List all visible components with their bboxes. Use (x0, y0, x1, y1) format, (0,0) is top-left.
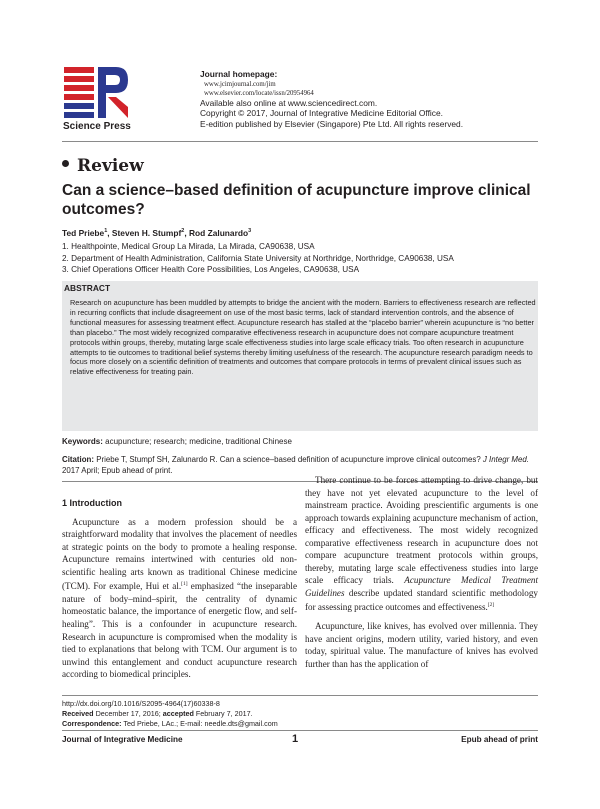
affiliation: 3. Chief Operations Officer Health Core Possibilities, Los Angeles, CA90638, USA (62, 265, 360, 275)
section-label: Review (77, 156, 144, 176)
abstract-text: Research on acupuncture has been muddled by attempts to bridge the ancient with the modern. Barriers to effectiveness research are reflected in recurring conflicts that include disagreement on use of the most basic terms, lack of standard intervention controls, and the absence of functional measures for assessing treatment effect. Acupuncture research has stalled at the “placebo barrier” wherein acupuncture is “no better than placebo.” The most widely recognized comparative effectiveness research in acupuncture does not compare acupuncture treatment protocols within groups, thereby, mutating large scale effectiveness studies into large scale efficacy trials. Too often research in acupuncture attempts to tie outcomes to traditional belief systems thereby limiting usefulness of the research. The acupuncture research paradigm needs to focus more closely on a scientific definition of treatments and outcomes that compare protocols in terms of prevalent clinical issues such as relative effectiveness for treating pain. (70, 298, 536, 377)
copyright: Copyright © 2017, Journal of Integrative Medicine Editorial Office. (200, 108, 443, 119)
accepted-date: February 7, 2017. (195, 709, 253, 718)
affiliations (62, 241, 454, 276)
citation-label: Citation: (62, 455, 94, 464)
affiliation: 1. Healthpointe, Medical Group La Mirada, La Mirada, CA90638, USA (62, 242, 315, 251)
keywords (62, 437, 538, 446)
received-date: December 17, 2016; (95, 709, 161, 718)
sp-logo-icon (64, 67, 128, 119)
correspondence-label: Correspondence: (62, 719, 122, 728)
e-edition: E-edition published by Elsevier (Singapore) Pte Ltd. All rights reserved. (200, 118, 464, 129)
bullet-icon (62, 160, 69, 167)
journal-url-link[interactable]: www.jcimjournal.com/jim (204, 80, 276, 88)
page-number: 1 (292, 733, 299, 745)
article-title: Can a science–based definition of acupuncture improve clinical outcomes? (62, 182, 531, 218)
footer-divider (62, 730, 538, 731)
footer-status: Epub ahead of print (461, 735, 538, 744)
guideline-title: Acupuncture Medical Treatment Guidelines (305, 575, 538, 598)
keywords-text: acupuncture; research; medicine, traditional Chinese (105, 437, 292, 446)
keywords-label: Keywords: (62, 437, 103, 446)
header-divider (62, 141, 538, 142)
author-list: Ted Priebe$^1$, Steven H. Stumpf$^2$, Rod Zalunardo$^3$ (62, 228, 252, 238)
citation-text: Priebe T, Stumpf SH, Zalunardo R. Can a science–based definition of acupuncture improve clinical outcomes? (96, 455, 481, 464)
citation-journal: J Integr Med. (482, 455, 529, 464)
paragraph-text: There continue to be forces attempting to drive change, but they have not yet elevated acupuncture to the level of mainstream practice. Avoiding prescientific arguments is one approach towards explaining acupuncture mechanism of action, efficacy and effectiveness. The most widely recognized comparative effectiveness research in acupuncture does not compare acupuncture treatment protocols within groups, thereby, mutating large scale effectiveness studies into large scale efficacy trials. (305, 475, 538, 586)
footnote-divider (62, 695, 538, 696)
paragraph-text: emphasized “the inseparable nature of body–mind–spirit, the centrality of dynamic homeostatic balance, the importance of energetic flow, and self-healing”. This is a confounder in acupuncture research. Research in acupuncture is compromised when the modality is tied to explanations that belong with TCM. Our argument is to unwind this entanglement and conduct acupuncture research according to biomedical principles. (62, 581, 297, 680)
body-right-column (305, 474, 538, 670)
paragraph-text: describe updated standard scientific methodology for assessing practice outcomes and effectiveness. (305, 587, 538, 613)
doi-link[interactable]: http://dx.doi.org/10.1016/S2095-4964(17)60338-8 (62, 699, 220, 708)
received-label: Received (62, 709, 94, 718)
available-online: Available also online at www.sciencedirect.com. (200, 97, 378, 108)
author-name: Steven H. Stumpf (111, 228, 182, 238)
intro-heading: 1 Introduction (62, 498, 122, 508)
abstract-heading: ABSTRACT (64, 283, 111, 293)
logo-text: Science Press (63, 121, 131, 132)
journal-info (200, 69, 540, 129)
correspondence (62, 719, 538, 729)
science-press-logo (64, 67, 128, 119)
correspondence-text: Ted Priebe, LAc.; E-mail: needle.dts@gmail.com (123, 719, 278, 728)
homepage-label: Journal homepage: (200, 69, 278, 79)
body-left-column (62, 497, 297, 681)
reference-link[interactable]: [2] (487, 602, 495, 609)
elsevier-url-link[interactable]: www.elsevier.com/locate/issn/20954964 (204, 89, 314, 97)
reference-link[interactable]: [1] (181, 581, 188, 588)
dates (62, 709, 538, 719)
paragraph-text: Acupuncture as a modern profession should be a straightforward modality that involves the placement of needles at strategic points on the body to promote a healing response. Acupuncture remains intertwined with centuries old non-scientific healing arts known as traditional Chinese medicine (TCM). For example, Hui et al. (62, 516, 297, 592)
author-affil-mark: 1 (104, 228, 108, 235)
author-name: Rod Zalunardo (188, 228, 249, 238)
section-heading (62, 156, 144, 176)
author-name: Ted Priebe (62, 228, 105, 238)
author-affil-mark: 2 (181, 228, 185, 235)
paragraph: Acupuncture, like knives, has evolved over millennia. They have ancient origins, modern utility, varied history, and even today, spiritual value. The manufacture of knives has evolved further than has the application of (305, 621, 538, 669)
paragraph (305, 474, 538, 614)
accepted-label: accepted (162, 709, 194, 718)
affiliation: 2. Department of Health Administration, California State University at Northridge, Northridge, CA90638, USA (62, 253, 454, 263)
citation-rest: 2017 April; Epub ahead of print. (62, 465, 173, 475)
paragraph (62, 516, 297, 681)
author-affil-mark: 3 (248, 228, 252, 235)
footnotes (62, 699, 538, 729)
footer-journal: Journal of Integrative Medicine (62, 735, 183, 744)
